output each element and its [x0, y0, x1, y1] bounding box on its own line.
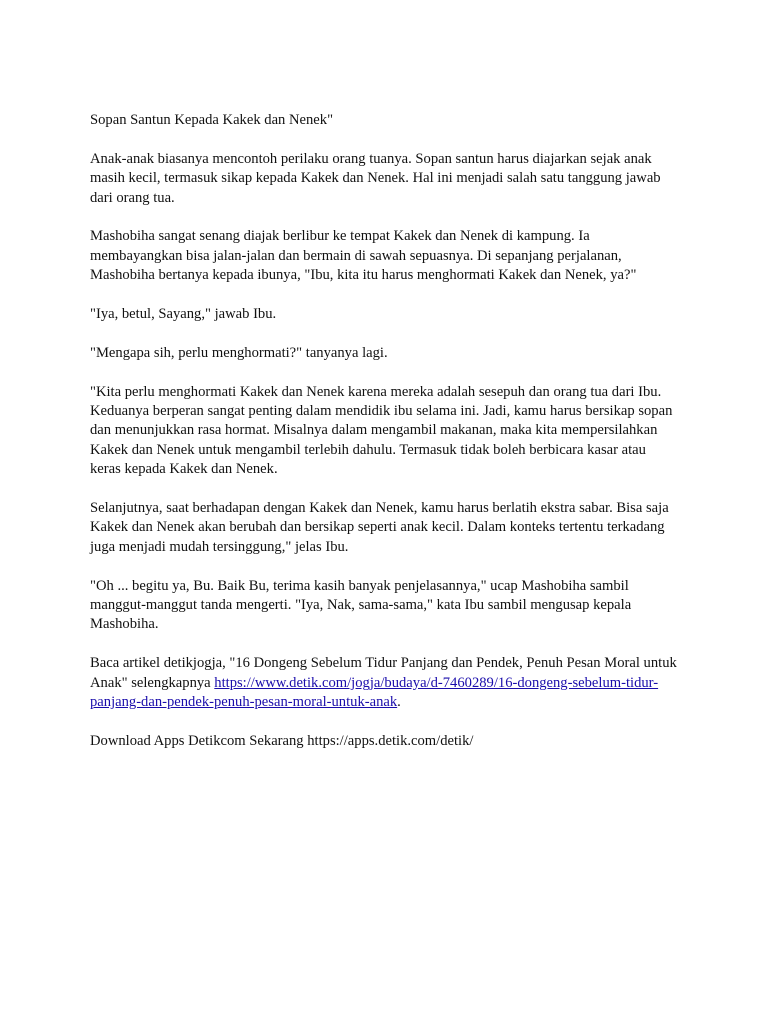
download-line: Download Apps Detikcom Sekarang https://apps.detik.com/detik/ — [90, 732, 474, 749]
paragraph-7: "Oh ... begitu ya, Bu. Baik Bu, terima kasih banyak penjelasannya," ucap Mashobiha sambil manggut-manggut tanda mengerti. "Iya, Nak, sama-sama," kata Ibu sambil mengusap kepala Mashobiha. — [90, 577, 632, 633]
document-body — [90, 111, 680, 771]
source-suffix: . — [397, 694, 401, 711]
paragraph-5: "Kita perlu menghormati Kakek dan Nenek karena mereka adalah sesepuh dan orang tua dari Ibu. Keduanya berperan sangat penting dalam mendidik ibu selama ini. Jadi, kamu harus bersikap sopan dan menunjukkan rasa hormat. Misalnya dalam mengambil makanan, maka kita mempersilahkan Kakek dan Nenek untuk mengambil terlebih dahulu. Termasuk tidak boleh berbicara kasar atau keras kepada Kakek dan Nenek. — [90, 383, 673, 478]
document-title: Sopan Santun Kepada Kakek dan Nenek" — [90, 112, 334, 128]
paragraph-6: Selanjutnya, saat berhadapan dengan Kakek dan Nenek, kamu harus berlatih ekstra sabar. Bisa saja Kakek dan Nenek akan berubah dan bersikap seperti anak kecil. Dalam konteks tertentu terkadang juga menjadi mudah tersinggung," jelas Ibu. — [90, 500, 669, 555]
article-link[interactable]: https://www.detik.com/jogja/budaya/d-7460289/16-dongeng-sebelum-tidur-panjang-dan-pendek-penuh-pesan-moral-untuk-anak — [90, 674, 659, 711]
paragraph-2: Mashobiha sangat senang diajak berlibur ke tempat Kakek dan Nenek di kampung. Ia membayangkan bisa jalan-jalan dan bermain di sawah sepuasnya. Di sepanjang perjalanan, Mashobiha bertanya kepada ibunya, "Ibu, kita itu harus menghormati Kakek dan Nenek, ya?" — [90, 228, 637, 284]
paragraph-4: "Mengapa sih, perlu menghormati?" tanyanya lagi. — [90, 344, 388, 361]
paragraph-1: Anak-anak biasanya mencontoh perilaku orang tuanya. Sopan santun harus diajarkan sejak anak masih kecil, termasuk sikap kepada Kakek dan Nenek. Hal ini menjadi salah satu tanggung jawab dari orang tua. — [90, 150, 661, 206]
paragraph-3: "Iya, betul, Sayang," jawab Ibu. — [90, 306, 277, 323]
source-paragraph — [90, 654, 680, 712]
source-prefix: Baca artikel detikjogja, "16 Dongeng Sebelum Tidur Panjang dan Pendek, Penuh Pesan Moral untuk Anak" selengkapnya — [90, 655, 677, 691]
